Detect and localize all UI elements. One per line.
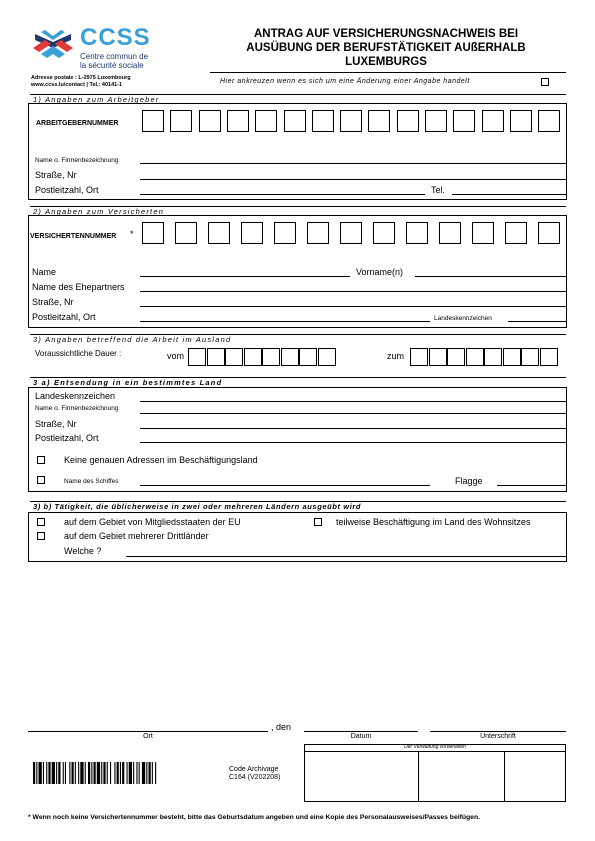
to-date-square-8[interactable] xyxy=(540,348,558,366)
flag-line[interactable] xyxy=(497,485,566,486)
which-line[interactable] xyxy=(126,556,566,557)
insured-number-label: VERSICHERTENNUMMER xyxy=(30,233,117,240)
insured-name-label: Name xyxy=(32,267,57,277)
posting-country-code-label: Landeskennzeichen xyxy=(35,391,116,401)
comma-den: , den xyxy=(271,722,292,732)
insured-number-square-10[interactable] xyxy=(439,222,461,244)
employer-number-square-8[interactable] xyxy=(340,110,362,132)
admin-label: Der Verwaltung vorbehalten xyxy=(404,744,466,750)
insured-firstname-label: Vorname(n) xyxy=(356,267,404,277)
from-date-square-8[interactable] xyxy=(318,348,336,366)
employer-street-line[interactable] xyxy=(140,179,566,180)
spouse-name-label: Name des Ehepartners xyxy=(32,282,125,292)
admin-box xyxy=(304,744,566,802)
admin-divider-1 xyxy=(418,751,419,802)
flag-label: Flagge xyxy=(455,476,483,486)
place-line[interactable] xyxy=(28,731,268,732)
to-date-square-4[interactable] xyxy=(466,348,484,366)
partial-label: teilweise Beschäftigung im Land des Wohnsitzes xyxy=(336,517,531,527)
insured-number-square-8[interactable] xyxy=(373,222,395,244)
ship-name-line[interactable] xyxy=(140,485,430,486)
barcode-icon xyxy=(33,762,209,784)
from-date-square-6[interactable] xyxy=(281,348,299,366)
eu-label: auf dem Gebiet von Mitgliedsstaaten der EU xyxy=(64,517,241,527)
to-date-square-1[interactable] xyxy=(410,348,428,366)
from-label: vom xyxy=(167,351,185,361)
address-line-1: Adresse postale : L-2975 Luxembourg xyxy=(31,75,131,81)
employer-number-square-5[interactable] xyxy=(255,110,277,132)
insured-number-square-3[interactable] xyxy=(208,222,230,244)
to-date-square-7[interactable] xyxy=(521,348,539,366)
section1-heading: 1) Angaben zum Arbeitgeber xyxy=(33,95,160,104)
section3b-heading: 3) b) Tätigkeit, die üblicherweise in zwei oder mehreren Ländern ausgeübt wird xyxy=(33,502,362,511)
posting-street-line[interactable] xyxy=(140,428,566,429)
brand-subtitle-2: la sécurité sociale xyxy=(80,61,144,70)
to-label: zum xyxy=(387,351,405,361)
insured-name-line[interactable] xyxy=(140,276,350,277)
no-address-label: Keine genauen Adressen im Beschäftigungsland xyxy=(64,455,258,465)
to-date-square-5[interactable] xyxy=(484,348,502,366)
ccss-logo-icon xyxy=(31,26,75,62)
insured-country-code-label: Landeskennzeichen xyxy=(434,315,492,322)
section3a-heading: 3 a) Entsendung in ein bestimmtes Land xyxy=(33,378,223,387)
employer-tel-line[interactable] xyxy=(452,194,566,195)
employer-number-square-4[interactable] xyxy=(227,110,249,132)
employer-tel-label: Tel. xyxy=(431,185,446,195)
archive-code: C164 (V202208) xyxy=(229,774,281,781)
employer-number-square-9[interactable] xyxy=(368,110,390,132)
insured-postcode-line[interactable] xyxy=(140,321,430,322)
insured-number-square-1[interactable] xyxy=(142,222,164,244)
from-date-square-7[interactable] xyxy=(299,348,317,366)
partial-checkbox[interactable] xyxy=(314,518,322,526)
from-date-square-1[interactable] xyxy=(188,348,206,366)
spouse-name-line[interactable] xyxy=(140,291,566,292)
posting-country-code-line[interactable] xyxy=(140,401,566,402)
third-countries-checkbox[interactable] xyxy=(37,532,45,540)
insured-number-square-2[interactable] xyxy=(175,222,197,244)
employer-street-label: Straße, Nr xyxy=(35,170,77,180)
insured-number-square-9[interactable] xyxy=(406,222,428,244)
employer-number-label: ARBEITGEBERNUMMER xyxy=(36,120,119,127)
employer-postcode-label: Postleitzahl, Ort xyxy=(35,185,99,195)
employer-number-square-2[interactable] xyxy=(170,110,192,132)
duration-label: Voraussichtliche Dauer : xyxy=(35,349,122,358)
admin-divider-2 xyxy=(504,751,505,802)
insured-number-square-4[interactable] xyxy=(241,222,263,244)
insured-number-square-12[interactable] xyxy=(505,222,527,244)
employer-number-square-7[interactable] xyxy=(312,110,334,132)
to-date-square-6[interactable] xyxy=(503,348,521,366)
insured-country-code-line[interactable] xyxy=(508,321,566,322)
from-date-square-3[interactable] xyxy=(225,348,243,366)
insured-street-line[interactable] xyxy=(140,306,566,307)
from-date-square-4[interactable] xyxy=(244,348,262,366)
employer-number-square-10[interactable] xyxy=(397,110,419,132)
insured-number-square-5[interactable] xyxy=(274,222,296,244)
page-title-line-3: LUXEMBURGS xyxy=(345,56,427,68)
ship-name-label: Name des Schiffes xyxy=(64,478,119,485)
change-checkbox[interactable] xyxy=(541,78,549,86)
to-date-square-3[interactable] xyxy=(447,348,465,366)
eu-checkbox[interactable] xyxy=(37,518,45,526)
archive-label: Code Archivage xyxy=(229,766,279,773)
from-date-square-2[interactable] xyxy=(207,348,225,366)
which-label: Welche ? xyxy=(64,546,102,556)
signature-label: Unterschrift xyxy=(480,733,516,740)
change-note: Hier ankreuzen wenn es sich um eine Änderung einer Angabe handelt xyxy=(220,78,470,85)
ship-checkbox[interactable] xyxy=(37,476,45,484)
section3-heading: 3) Angaben betreffend die Arbeit im Ausland xyxy=(33,335,232,344)
insured-number-square-11[interactable] xyxy=(472,222,494,244)
third-countries-label: auf dem Gebiet mehrerer Drittländer xyxy=(64,531,209,541)
insured-street-label: Straße, Nr xyxy=(32,297,74,307)
posting-postcode-label: Postleitzahl, Ort xyxy=(35,433,99,443)
date-line[interactable] xyxy=(304,731,418,732)
insured-number-square-13[interactable] xyxy=(538,222,560,244)
posting-street-label: Straße, Nr xyxy=(35,419,77,429)
to-date-square-2[interactable] xyxy=(429,348,447,366)
employer-postcode-line[interactable] xyxy=(140,194,425,195)
insured-number-square-7[interactable] xyxy=(340,222,362,244)
brand-subtitle-1: Centre commun de xyxy=(80,52,149,61)
employer-number-square-1[interactable] xyxy=(142,110,164,132)
employer-number-square-15[interactable] xyxy=(538,110,560,132)
no-address-checkbox[interactable] xyxy=(37,456,45,464)
employer-number-square-3[interactable] xyxy=(199,110,221,132)
page-title-line-2: AUSÜBUNG DER BERUFSTÄTIGKEIT AUßERHALB xyxy=(246,42,526,54)
address-line-2: www.ccss.lu/contact | Tel.: 40141-1 xyxy=(31,82,123,88)
brand-name: CCSS xyxy=(80,24,151,51)
footnote: * Wenn noch keine Versichertennummer besteht, bitte das Geburtsdatum angeben und eine Kopie des Personalausweises/Passes beifügen. xyxy=(28,814,480,821)
employer-number-square-11[interactable] xyxy=(425,110,447,132)
insured-number-asterisk: * xyxy=(130,229,134,239)
posting-company-line[interactable] xyxy=(140,413,566,414)
signature-line[interactable] xyxy=(430,731,566,732)
posting-postcode-line[interactable] xyxy=(140,442,566,443)
insured-number-square-6[interactable] xyxy=(307,222,329,244)
place-label: Ort xyxy=(143,733,153,740)
section3a-box xyxy=(28,387,567,492)
employer-number-square-12[interactable] xyxy=(453,110,475,132)
employer-company-line[interactable] xyxy=(140,163,566,164)
page-title-line-1: ANTRAG AUF VERSICHERUNGSNACHWEIS BEI xyxy=(253,28,519,40)
insured-firstname-line[interactable] xyxy=(415,276,566,277)
date-label: Datum xyxy=(350,733,372,740)
from-date-square-5[interactable] xyxy=(262,348,280,366)
insured-postcode-label: Postleitzahl, Ort xyxy=(32,312,96,322)
employer-company-label: Name o. Firmenbezeichnung xyxy=(35,157,119,164)
employer-number-square-14[interactable] xyxy=(510,110,532,132)
section2-heading: 2) Angaben zum Versicherten xyxy=(33,207,165,216)
posting-company-label: Name o. Firmenbezeichnung xyxy=(35,405,119,412)
admin-header-rule xyxy=(304,751,566,752)
title-rule xyxy=(210,72,566,73)
employer-number-square-13[interactable] xyxy=(482,110,504,132)
employer-number-square-6[interactable] xyxy=(284,110,306,132)
